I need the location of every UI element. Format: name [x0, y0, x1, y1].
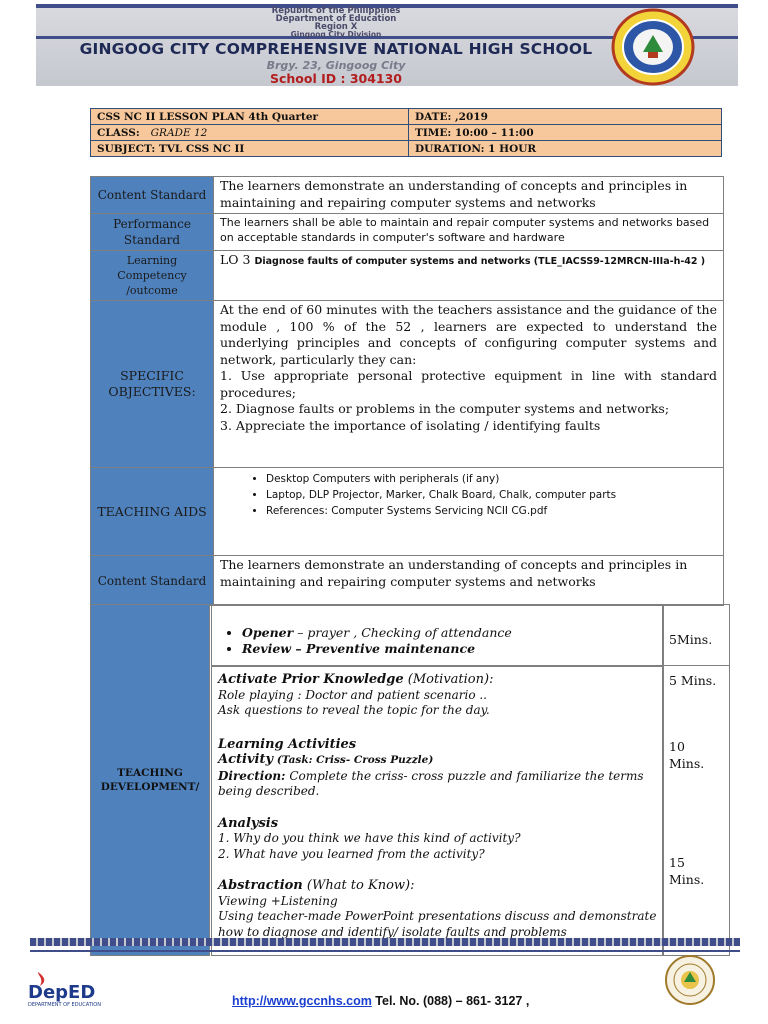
- teaching-aids-list: [214, 468, 724, 556]
- activity-label: Activity: [218, 752, 273, 767]
- division-seal-icon: [664, 954, 716, 1006]
- duration-cell: DURATION: 1 HOUR: [409, 141, 722, 157]
- gov-line-deped: Department of Education: [275, 14, 397, 24]
- activity-minutes-unit: Mins.: [669, 756, 705, 771]
- time-cell: TIME: 10:00 – 11:00: [409, 125, 722, 141]
- opener-review-list: [212, 625, 662, 657]
- analysis-title: Analysis: [218, 815, 279, 831]
- school-id: School ID : 304130: [269, 71, 403, 86]
- learning-competency-text: [214, 251, 724, 301]
- apk-heading: [218, 672, 658, 688]
- analysis-minutes-value: 15: [669, 855, 685, 870]
- lesson-plan-title: CSS NC II LESSON PLAN 4th Quarter: [91, 109, 409, 125]
- school-seal-icon: [610, 8, 696, 86]
- abstraction-title: Abstraction: [218, 878, 303, 893]
- activities-box: [211, 666, 663, 956]
- class-cell: CLASS: GRADE 12: [91, 125, 409, 141]
- teaching-aids-label: TEACHING AIDS: [91, 468, 214, 556]
- direction-body: Complete the criss- cross puzzle and familiarize the terms being described.: [218, 768, 644, 798]
- objective-item-2: 2. Diagnose faults or problems in the computer systems and networks;: [220, 401, 670, 416]
- apk-subtitle: (Motivation):: [403, 672, 494, 687]
- school-header-banner: [36, 4, 738, 86]
- activities-content: [218, 672, 658, 940]
- content-standard-label: Content Standard: [91, 177, 214, 214]
- class-value: GRADE 12: [150, 126, 208, 139]
- direction-label: Direction:: [218, 768, 286, 783]
- opener-item: [242, 625, 662, 641]
- row-teaching-aids: [91, 468, 724, 556]
- aid-item: • Laptop, DLP Projector, Marker, Chalk Board, Chalk, computer parts: [266, 487, 717, 503]
- analysis-minutes-unit: Mins.: [669, 872, 705, 887]
- gov-line-division: Gingoog City Division: [290, 30, 382, 39]
- abstraction-line-1: Viewing +Listening: [218, 893, 338, 908]
- abstraction-line-2: Using teacher-made PowerPoint presentations discuss and demonstrate how to diagnose and identify/ isolate faults and problems: [218, 909, 657, 939]
- lesson-plan-table: [90, 176, 724, 606]
- row-learning-competency: [91, 251, 724, 301]
- abstraction-heading: [218, 878, 658, 894]
- activity-minutes-value: 10: [669, 739, 685, 754]
- subject-cell: SUBJECT: TVL CSS NC II: [91, 141, 409, 157]
- opener-title: Opener: [242, 625, 294, 640]
- teaching-aids-items: [220, 471, 717, 519]
- info-row-subject-duration: [91, 141, 722, 157]
- apk-line-1: Role playing : Doctor and patient scenario ..: [218, 687, 487, 702]
- analysis-question-1: 1. Why do you think we have this kind of activity?: [218, 831, 521, 845]
- deped-logo-subtext: DEPARTMENT OF EDUCATION: [28, 1002, 101, 1008]
- date-cell: DATE: ,2019: [409, 109, 722, 125]
- objective-item-1: 1. Use appropriate personal protective equipment in line with standard procedures;: [220, 368, 717, 400]
- objective-item-3: 3. Appreciate the importance of isolating / identifying faults: [220, 417, 601, 433]
- school-phone: Tel. No. (088) – 861- 3127 ,: [371, 994, 530, 1008]
- opener-text: – prayer , Checking of attendance: [293, 625, 512, 640]
- school-website-link[interactable]: http://www.gccnhs.com: [232, 994, 372, 1008]
- apk-title: Activate Prior Knowledge: [218, 672, 404, 687]
- activity-heading: [218, 752, 658, 769]
- content-standard-label-2: Content Standard: [91, 556, 214, 606]
- review-text: Review – Preventive maintenance: [242, 641, 476, 656]
- aid-item: • References: Computer Systems Servicing NCII CG.pdf: [266, 503, 717, 519]
- competency-description: Diagnose faults of computer systems and networks (TLE_IACSS9-12MRCN-IIIa-h-42 ): [254, 256, 706, 267]
- lo-number: LO 3: [220, 252, 251, 267]
- deped-logo-icon: [24, 968, 114, 1008]
- row-content-standard: [91, 177, 724, 214]
- apk-minutes: 5 Mins.: [669, 673, 717, 688]
- deped-logo-text: DepED: [28, 982, 96, 1003]
- activities-time-box: [663, 666, 730, 956]
- performance-standard-label: Performance Standard: [91, 214, 214, 251]
- learning-activities-title: Learning Activities: [218, 736, 357, 752]
- analysis-question-2: 2. What have you learned from the activity?: [218, 846, 485, 861]
- row-content-standard-2: [91, 556, 724, 606]
- learning-competency-label: Learning Competency /outcome: [91, 251, 214, 301]
- opener-review-box: [211, 604, 663, 666]
- abstraction-subtitle: (What to Know):: [302, 878, 415, 893]
- specific-objectives-label: SPECIFIC OBJECTIVES:: [91, 301, 214, 468]
- specific-objectives-text: [214, 301, 724, 468]
- performance-standard-text: The learners shall be able to maintain and repair computer systems and networks based on acceptable standards in computer's software and hardware: [214, 214, 724, 251]
- opener-minutes: 5Mins.: [669, 632, 713, 647]
- gov-line-region: Region X: [314, 22, 358, 32]
- school-name: GINGOOG CITY COMPREHENSIVE NATIONAL HIGH SCHOOL: [79, 40, 593, 58]
- teaching-development-label: TEACHING DEVELOPMENT/: [90, 604, 210, 956]
- info-row-title-date: [91, 109, 722, 125]
- content-standard-text-2: The learners demonstrate an understanding of concepts and principles in maintaining and repairing computer systems and networks: [214, 556, 724, 606]
- teaching-development-section: [90, 604, 730, 956]
- gov-line-republic: Republic of the Philippines: [271, 6, 401, 16]
- info-row-class-time: [91, 125, 722, 141]
- school-address: Brgy. 23, Gingoog City: [266, 59, 406, 72]
- row-performance-standard: [91, 214, 724, 251]
- footer-divider: [30, 950, 740, 952]
- footer-stripe: [30, 938, 740, 946]
- activity-task: (Task: Criss- Cross Puzzle): [276, 754, 434, 766]
- footer-contact: [232, 994, 529, 1008]
- opener-time-box: [663, 604, 730, 666]
- lesson-info-table: [90, 108, 722, 157]
- objectives-intro: At the end of 60 minutes with the teachers assistance and the guidance of the module , 100 % of the 52 , learners are expected to understand the underlying principles and concepts of configuring computer systems and network, particularly they can:: [220, 302, 717, 367]
- content-standard-text: The learners demonstrate an understanding of concepts and principles in maintaining and repairing computer systems and networks: [214, 177, 724, 214]
- review-item: [242, 641, 662, 657]
- row-specific-objectives: [91, 301, 724, 468]
- aid-item: • Desktop Computers with peripherals (if any): [266, 471, 717, 487]
- direction-text: [218, 769, 658, 800]
- apk-line-2: Ask questions to reveal the topic for the day.: [218, 703, 490, 717]
